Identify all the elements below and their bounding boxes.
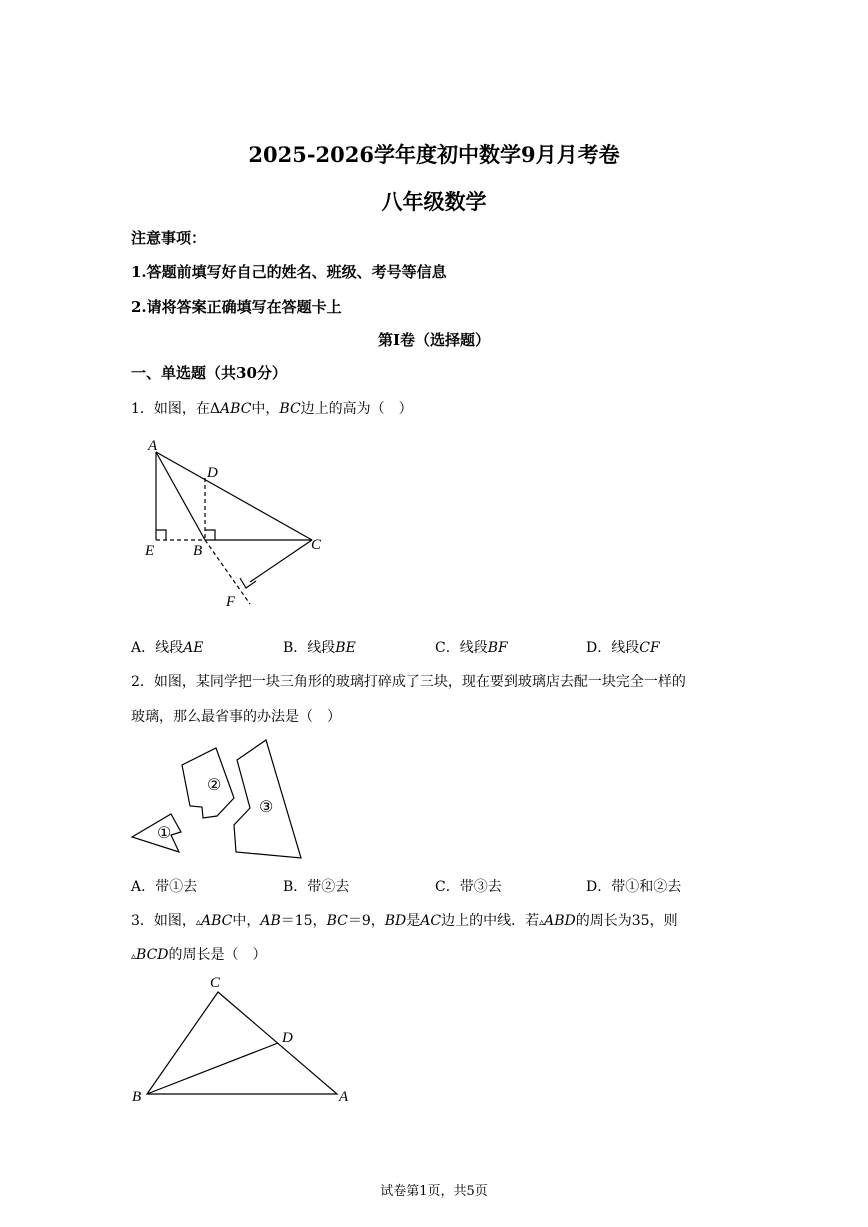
notice-item-2: 2.请将答案正确填写在答题卡上 [131, 298, 342, 316]
q1-option-a-key: A．线段 [131, 640, 184, 656]
q3-median-BD [147, 1043, 278, 1094]
q3-label-B: B [132, 1089, 142, 1105]
q3-t8: BD [384, 913, 407, 929]
q2-label-3: ③ [259, 799, 274, 816]
q3-l2-t2: 的周长是（ ） [168, 947, 267, 963]
q1-text-a: 1．如图，在Δ [131, 401, 221, 417]
q1-label-A: A [148, 438, 158, 454]
q1-label-B: B [193, 543, 203, 559]
q3-t7: ＝9， [347, 913, 385, 929]
q3-label-C: C [210, 975, 221, 991]
exam-subtitle: 八年级数学 [381, 189, 487, 214]
q3-label-D: D [282, 1030, 293, 1046]
q1-option-c-key: C．线段 [435, 640, 488, 656]
question-2-stem-line1: 2．如图，某同学把一块三角形的玻璃打碎成了三块，现在要到玻璃店去配一块完全一样的 [131, 674, 686, 690]
q1-text-d: BC [279, 401, 301, 417]
q3-t5: ＝15， [280, 913, 327, 929]
q1-option-d-value: CF [639, 640, 660, 656]
q1-option-b-value: BE [335, 640, 356, 656]
q1-option-d-key: D．线段 [586, 640, 640, 656]
q1-label-D: D [207, 465, 218, 481]
question-2-stem-line2: 玻璃，那么最省事的办法是（ ） [131, 709, 341, 725]
q1-text-c: 中， [251, 401, 280, 417]
q2-option-c[interactable]: C．带③去 [435, 879, 502, 895]
q3-t0: 3．如图， [131, 913, 196, 929]
q2-option-a[interactable]: A．带①去 [131, 879, 198, 895]
q1-option-a-value: AE [183, 640, 204, 656]
q3-t4: AB [260, 913, 281, 929]
notice-heading: 注意事项： [131, 229, 207, 247]
q3-t6: BC [326, 913, 348, 929]
exam-title: 2025-2026学年度初中数学9月月考卷 [248, 142, 620, 167]
q3-triangle-symbol-3: ▵ [131, 951, 137, 962]
q3-t11: 边上的中线．若 [441, 913, 540, 929]
q3-t9: 是 [406, 913, 421, 929]
q1-label-E: E [145, 543, 155, 559]
volume-title: 第I卷（选择题） [377, 331, 491, 349]
q1-text-e: 边上的高为（ ） [300, 401, 413, 417]
page-footer: 试卷第1页，共5页 [380, 1184, 488, 1199]
q3-l2-t1: BCD [136, 947, 169, 963]
q1-option-c-value: BF [487, 640, 508, 656]
q2-label-1: ① [157, 825, 172, 842]
q3-triangle [147, 992, 337, 1094]
section-title: 一、单选题（共30分） [131, 364, 287, 382]
q2-option-b[interactable]: B．带②去 [283, 879, 350, 895]
q1-label-F: F [226, 594, 236, 610]
q3-t10: AC [420, 913, 442, 929]
q3-label-A: A [339, 1089, 349, 1105]
q3-triangle-symbol: ▵ [195, 917, 201, 928]
q3-t2: ABC [200, 913, 233, 929]
q3-triangle-symbol-2: ▵ [539, 917, 545, 928]
q3-t3: 中， [232, 913, 261, 929]
q1-option-b-key: B．线段 [283, 640, 336, 656]
q1-text-b: ABC [220, 401, 252, 417]
notice-item-1: 1.答题前填写好自己的姓名、班级、考号等信息 [131, 263, 447, 281]
q2-option-d[interactable]: D．带①和②去 [586, 879, 682, 895]
q1-label-C: C [311, 537, 322, 553]
q2-label-2: ② [207, 777, 222, 794]
q3-t14: 的周长为35，则 [575, 913, 678, 929]
q3-t13: ABD [544, 913, 576, 929]
